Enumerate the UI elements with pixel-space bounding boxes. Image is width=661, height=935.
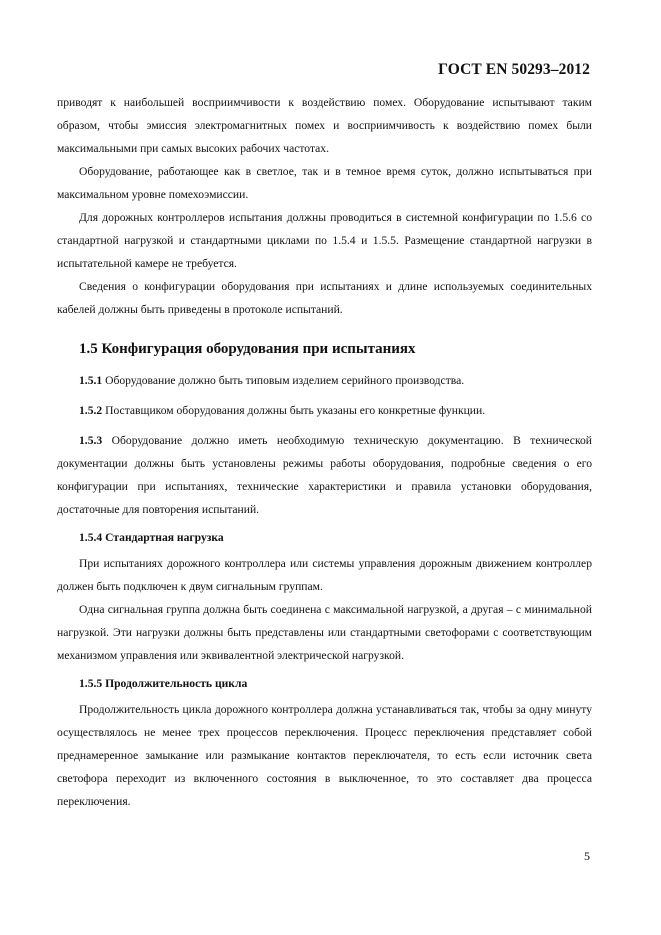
page-number: 5: [584, 849, 590, 863]
clause-text: Поставщиком оборудования должны быть указаны его конкретные функции.: [102, 404, 486, 417]
subsection-heading: 1.5.5 Продолжительность цикла: [79, 677, 248, 690]
clause-text: Оборудование должно быть типовым изделием серийного производства.: [102, 374, 465, 387]
clause-1-5-3: [57, 429, 592, 521]
paragraph: приводят к наибольшей восприимчивости к воздействию помех. Оборудование испытывают таким образом, чтобы эмиссия электромагнитных помех и восприимчивость к воздействию помех были максимальными при самых высоких рабочих частотах.: [57, 96, 592, 155]
subsection-heading: 1.5.4 Стандартная нагрузка: [79, 531, 224, 544]
document-code-header: ГОСТ EN 50293–2012: [438, 61, 590, 78]
clause-text: Оборудование должно иметь необходимую техническую документацию. В технической документации должны быть установлены режимы работы оборудования, подробные сведения о его конфигурации при испытаниях, технические характеристики и правила установки оборудования, достаточные для повторения испытаний.: [57, 434, 592, 516]
clause-1-5-1: [57, 369, 592, 392]
clause-number: 1.5.1: [79, 374, 103, 387]
section-heading: 1.5 Конфигурация оборудования при испытаниях: [79, 341, 416, 357]
paragraph: Одна сигнальная группа должна быть соединена с максимальной нагрузкой, а другая – с минимальной нагрузкой. Эти нагрузки должны быть представлены или стандартными светофорами с соответствующим механизмом управления или эквивалентной электрической нагрузкой.: [57, 603, 592, 662]
paragraph: Сведения о конфигурации оборудования при испытаниях и длине используемых соединительных кабелей должны быть приведены в протоколе испытаний.: [57, 280, 592, 316]
paragraph: Для дорожных контроллеров испытания должны проводиться в системной конфигурации по 1.5.6 со стандартной нагрузкой и стандартными циклами по 1.5.4 и 1.5.5. Размещение стандартной нагрузки в испытательной камере не требуется.: [57, 211, 592, 270]
paragraph: Продолжительность цикла дорожного контроллера должна устанавливаться так, чтобы за одну минуту осуществлялось не менее трех процессов переключения. Процесс переключения представляет собой преднамеренное замыкание или размыкание контактов переключателя, то есть если источник света светофора переходит из включенного состояния в выключенное, то это составляет два процесса переключения.: [57, 703, 592, 808]
clause-number: 1.5.2: [79, 404, 103, 417]
clause-number: 1.5.3: [79, 434, 103, 447]
paragraph: При испытаниях дорожного контроллера или системы управления дорожным движением контроллер должен быть подключен к двум сигнальным группам.: [57, 557, 592, 593]
clause-1-5-2: [57, 399, 592, 422]
document-body: [57, 91, 592, 813]
paragraph: Оборудование, работающее как в светлое, так и в темное время суток, должно испытываться при максимальном уровне помехоэмиссии.: [57, 165, 592, 201]
